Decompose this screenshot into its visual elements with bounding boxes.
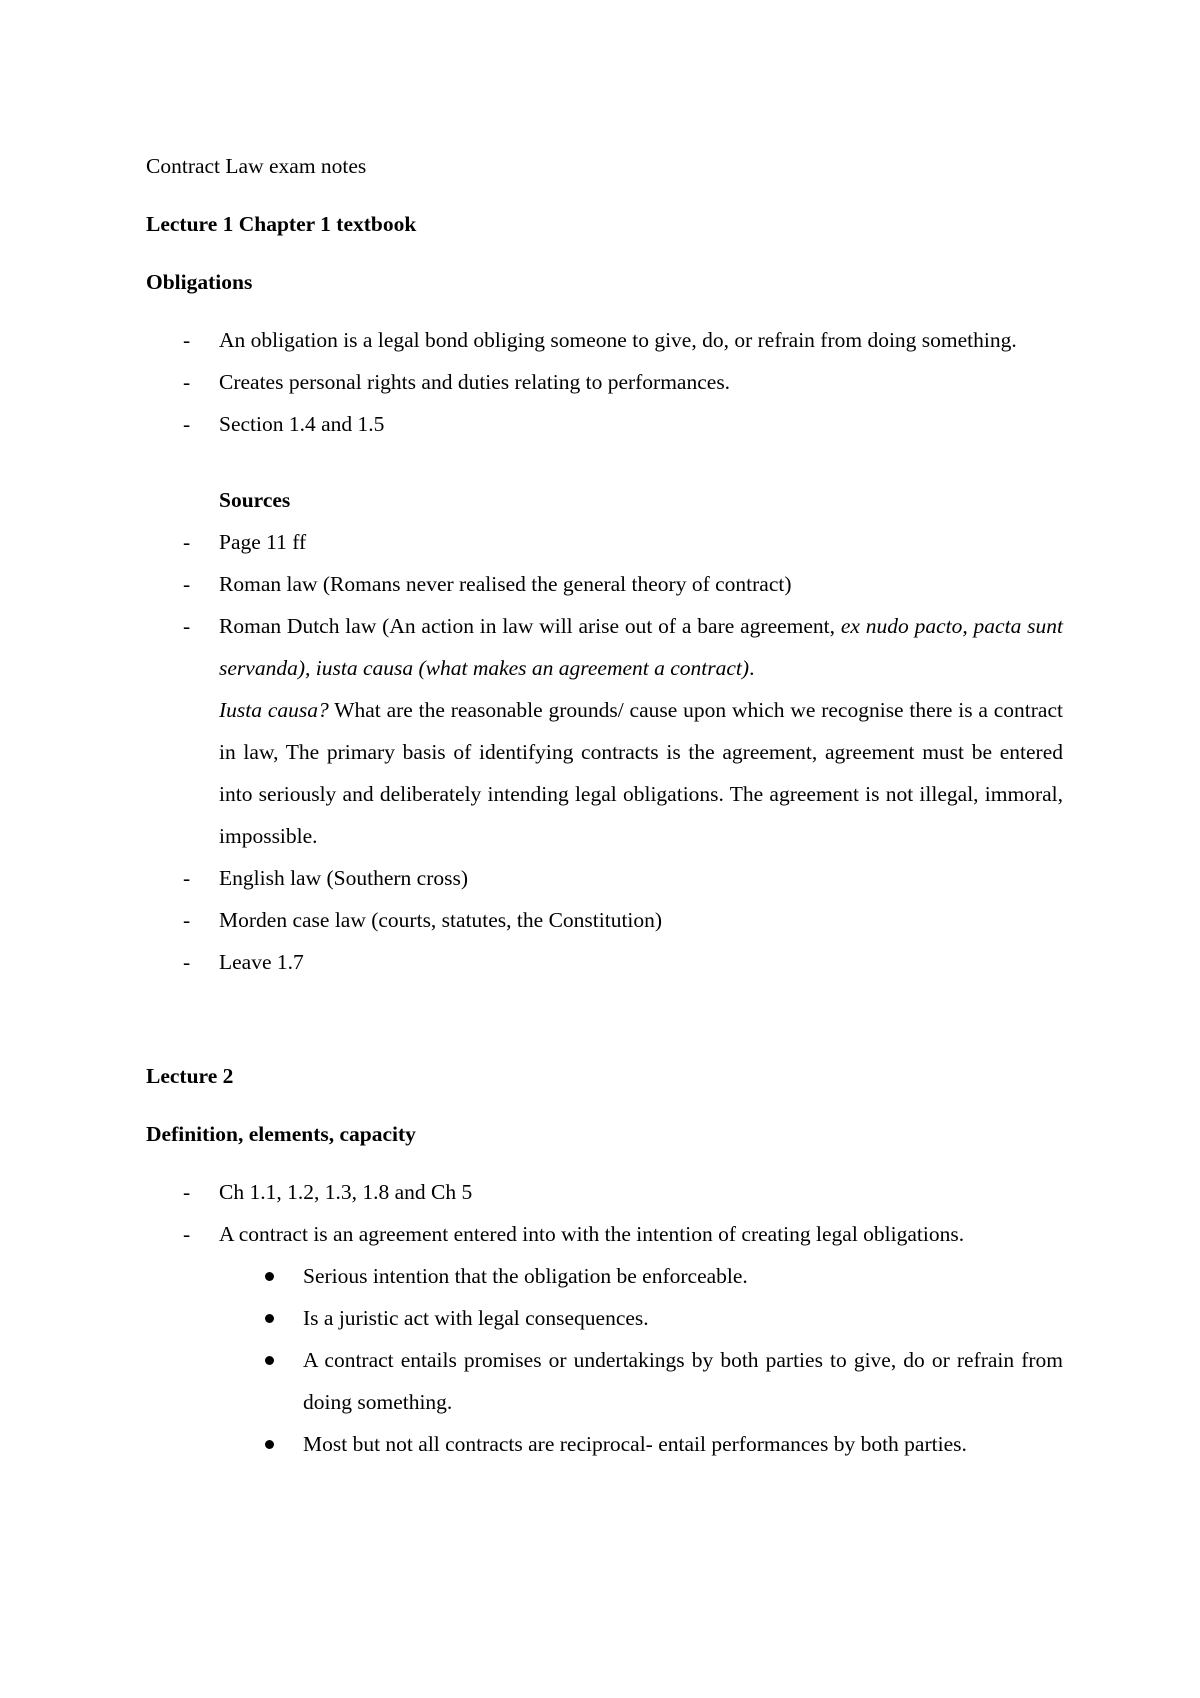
dash-marker: - xyxy=(183,1222,191,1246)
bullet-item: A contract entails promises or undertakings by both parties to give, do or refrain from doing something. xyxy=(146,1339,1063,1423)
list-item: - A contract is an agreement entered into with the intention of creating legal obligations. xyxy=(146,1213,1063,1255)
dash-marker: - xyxy=(183,370,191,394)
list-item: - English law (Southern cross) xyxy=(146,857,1063,899)
spacer xyxy=(146,983,1063,1055)
document-body xyxy=(146,145,1063,1465)
obligations-heading: Obligations xyxy=(146,270,253,294)
bullet-icon xyxy=(265,1314,274,1323)
document-title: Contract Law exam notes xyxy=(146,154,367,178)
list-item: - Roman law (Romans never realised the general theory of contract) xyxy=(146,563,1063,605)
dash-marker: - xyxy=(183,908,191,932)
list-item-roman-dutch: - Roman Dutch law (An action in law will arise out of a bare agreement, ex nudo pacto, pacta sunt servanda), iusta causa (what makes an agreement a contract). Iusta causa? What are the reasonable grounds/ cause upon which we recognise there is a contract in law, The primary basis of identifying contracts is the agreement, agreement must be entered into seriously and deliberately intending legal obligations. The agreement is not illegal, immoral, impossible. xyxy=(146,605,1063,857)
list-item: - Creates personal rights and duties relating to performances. xyxy=(146,361,1063,403)
list-item: - Morden case law (courts, statutes, the Constitution) xyxy=(146,899,1063,941)
iusta-causa-paragraph: Iusta causa? What are the reasonable grounds/ cause upon which we recognise there is a contract in law, The primary basis of identifying contracts is the agreement, agreement must be entered into seriously and deliberately intending legal obligations. The agreement is not illegal, immoral, impossible. xyxy=(219,698,1063,848)
dash-marker: - xyxy=(183,328,191,352)
contract-bullets xyxy=(146,1255,1063,1465)
bullet-item: Is a juristic act with legal consequences. xyxy=(146,1297,1063,1339)
dash-marker: - xyxy=(183,530,191,554)
bullet-icon xyxy=(265,1272,274,1281)
dash-marker: - xyxy=(183,614,191,638)
list-item: - Ch 1.1, 1.2, 1.3, 1.8 and Ch 5 xyxy=(146,1171,1063,1213)
sources-list xyxy=(146,521,1063,983)
lecture-1-heading: Lecture 1 Chapter 1 textbook xyxy=(146,212,417,236)
bullet-item: Most but not all contracts are reciprocal- entail performances by both parties. xyxy=(146,1423,1063,1465)
dash-marker: - xyxy=(183,572,191,596)
obligations-list xyxy=(146,319,1063,445)
dash-marker: - xyxy=(183,950,191,974)
sources-heading: Sources xyxy=(219,488,291,512)
lecture-2-heading: Lecture 2 xyxy=(146,1064,234,1088)
bullet-icon xyxy=(265,1440,274,1449)
lecture-2-list xyxy=(146,1171,1063,1255)
dash-marker: - xyxy=(183,866,191,890)
list-item: - Leave 1.7 xyxy=(146,941,1063,983)
list-item: - An obligation is a legal bond obliging someone to give, do, or refrain from doing something. xyxy=(146,319,1063,361)
definition-heading: Definition, elements, capacity xyxy=(146,1122,416,1146)
dash-marker: - xyxy=(183,1180,191,1204)
list-item: - Page 11 ff xyxy=(146,521,1063,563)
bullet-icon xyxy=(265,1356,274,1365)
dash-marker: - xyxy=(183,412,191,436)
bullet-item: Serious intention that the obligation be enforceable. xyxy=(146,1255,1063,1297)
list-item: - Section 1.4 and 1.5 xyxy=(146,403,1063,445)
